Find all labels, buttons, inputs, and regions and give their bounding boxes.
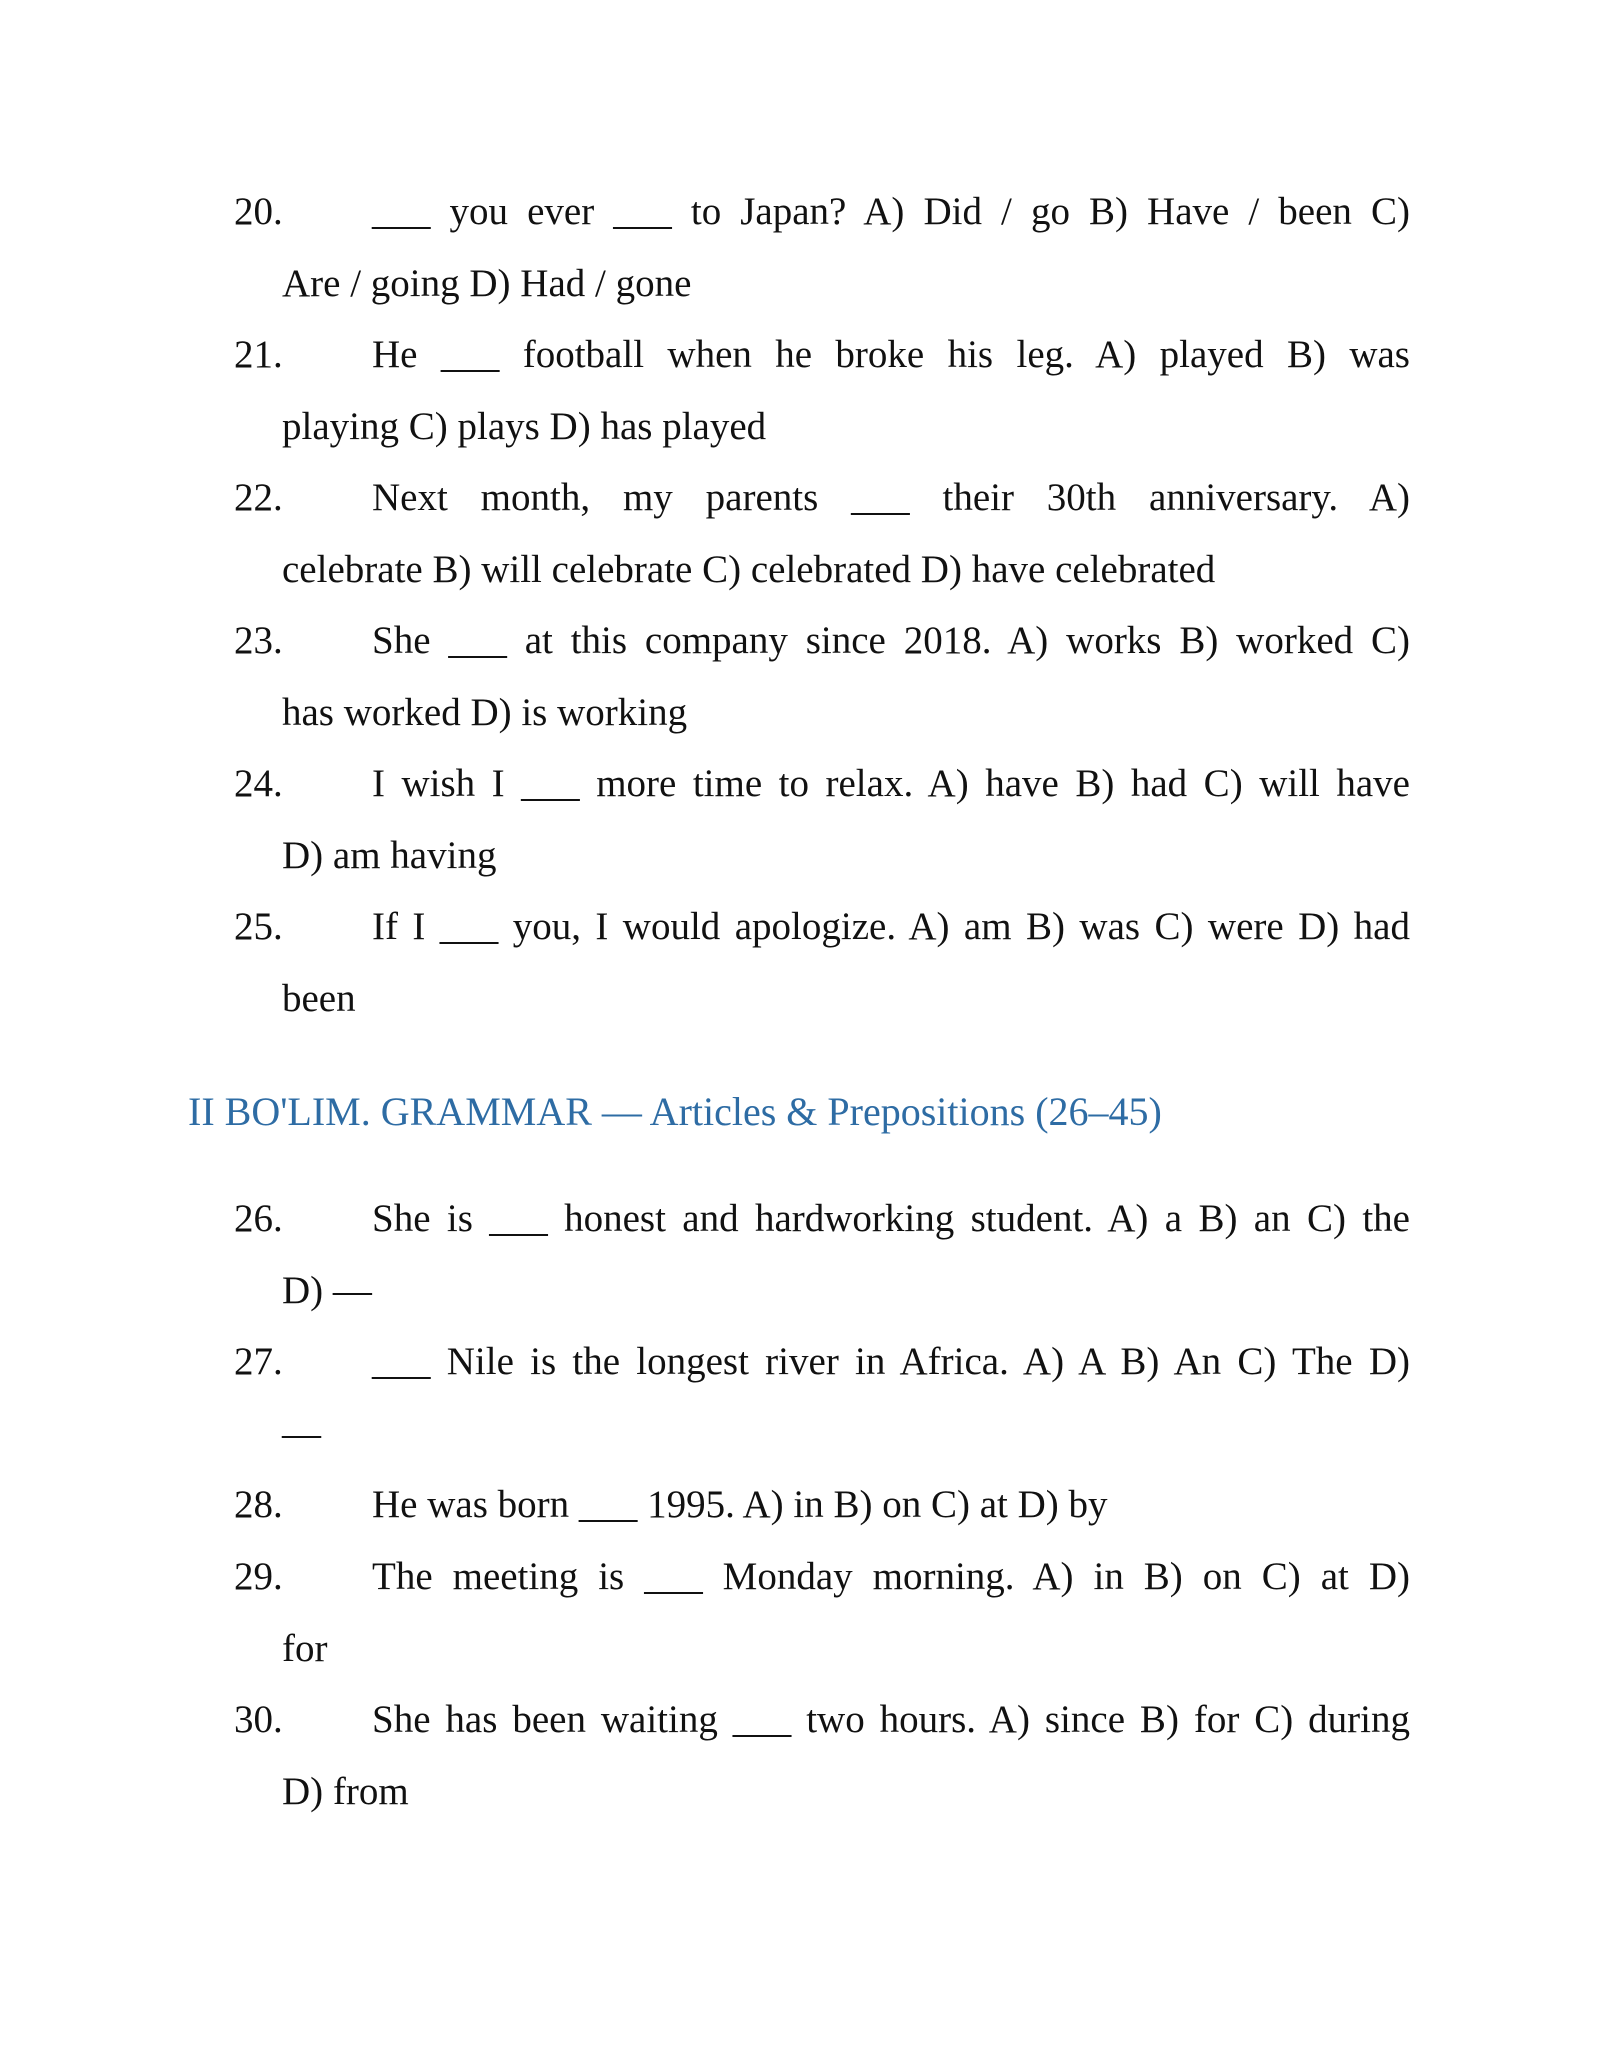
question-number: 30. (234, 1698, 283, 1741)
question-continuation: D) from (282, 1770, 409, 1813)
question-27 (234, 1326, 1410, 1470)
question-number: 21. (234, 333, 283, 376)
question-continuation: has worked D) is working (282, 691, 688, 734)
question-continuation: been (282, 977, 356, 1020)
question-line (234, 605, 1410, 677)
question-continuation: — (282, 1412, 321, 1455)
question-text: He ___ football when he broke his leg. A) played B) was (372, 333, 1410, 376)
question-22 (234, 462, 1410, 606)
question-line (234, 462, 1410, 534)
question-text: She ___ at this company since 2018. A) works B) worked C) (372, 619, 1410, 662)
question-continuation: playing C) plays D) has played (282, 405, 767, 448)
question-line (234, 1326, 1410, 1398)
question-number: 24. (234, 762, 283, 805)
question-line (234, 176, 1410, 248)
question-line (234, 319, 1410, 391)
question-line (234, 1183, 1410, 1255)
question-25 (234, 891, 1410, 1035)
question-26 (234, 1183, 1410, 1327)
question-28 (234, 1469, 1410, 1541)
question-number: 28. (234, 1483, 283, 1526)
question-text: ___ Nile is the longest river in Africa. A) A B) An C) The D) (372, 1340, 1410, 1383)
question-line (234, 1541, 1410, 1613)
question-text: If I ___ you, I would apologize. A) am B) was C) were D) had (372, 905, 1410, 948)
question-continuation: for (282, 1627, 328, 1670)
question-24 (234, 748, 1410, 892)
question-continuation: D) — (282, 1269, 372, 1312)
question-number: 26. (234, 1197, 283, 1240)
question-21 (234, 319, 1410, 463)
question-line (234, 748, 1410, 820)
question-number: 20. (234, 190, 283, 233)
question-line (234, 1469, 1410, 1541)
question-text: He was born ___ 1995. A) in B) on C) at D) by (372, 1483, 1108, 1526)
question-29 (234, 1541, 1410, 1685)
question-text: I wish I ___ more time to relax. A) have B) had C) will have (372, 762, 1410, 805)
question-line (234, 1684, 1410, 1756)
question-30 (234, 1684, 1410, 1828)
question-continuation: celebrate B) will celebrate C) celebrated D) have celebrated (282, 548, 1216, 591)
question-number: 27. (234, 1340, 283, 1383)
question-continuation: D) am having (282, 834, 497, 877)
question-line (234, 891, 1410, 963)
question-text: She has been waiting ___ two hours. A) since B) for C) during (372, 1698, 1410, 1741)
question-text: She is ___ honest and hardworking student. A) a B) an C) the (372, 1197, 1410, 1240)
question-23 (234, 605, 1410, 749)
question-number: 23. (234, 619, 283, 662)
question-text: Next month, my parents ___ their 30th anniversary. A) (372, 476, 1410, 519)
question-number: 25. (234, 905, 283, 948)
question-20 (234, 176, 1410, 320)
question-text: ___ you ever ___ to Japan? A) Did / go B) Have / been C) (372, 190, 1410, 233)
question-text: The meeting is ___ Monday morning. A) in B) on C) at D) (372, 1555, 1410, 1598)
question-number: 22. (234, 476, 283, 519)
question-number: 29. (234, 1555, 283, 1598)
section-heading: II BO'LIM. GRAMMAR — Articles & Prepositions (26–45) (188, 1089, 1162, 1134)
question-continuation: Are / going D) Had / gone (282, 262, 692, 305)
